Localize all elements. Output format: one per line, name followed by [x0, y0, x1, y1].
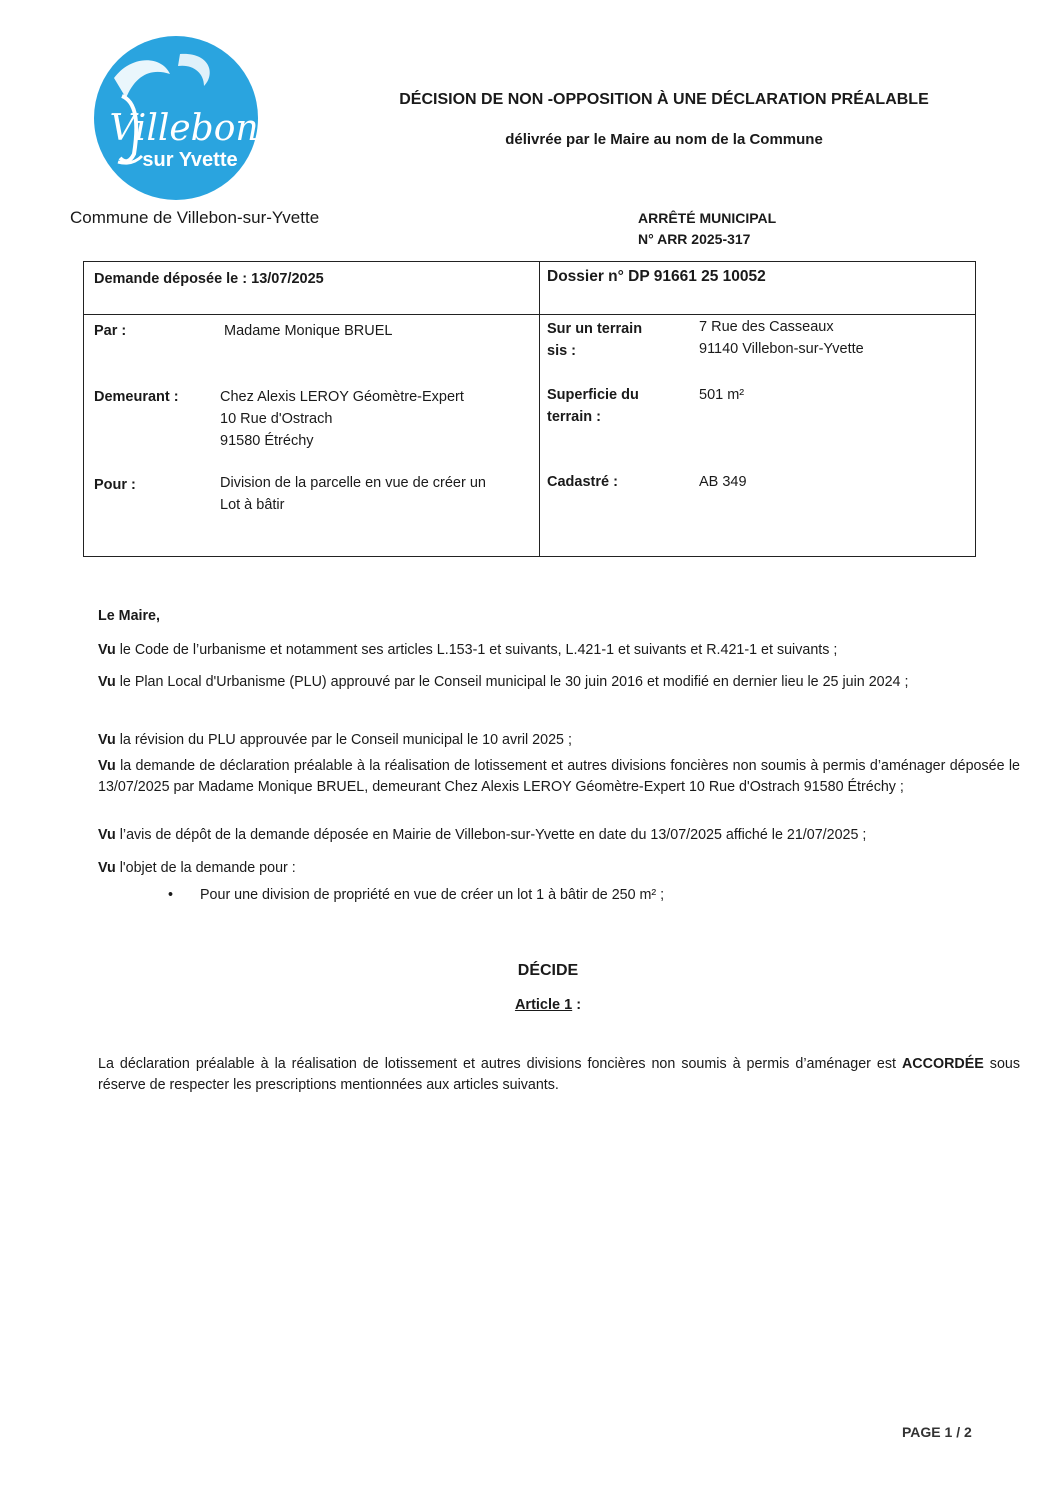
- pour-label: Pour :: [94, 477, 136, 493]
- logo-wordmark: Villebon: [109, 108, 259, 149]
- maire-heading: Le Maire,: [98, 608, 160, 624]
- par-value: Madame Monique BRUEL: [224, 323, 393, 339]
- villebon-logo: [92, 34, 260, 202]
- vu-plu: Vu le Plan Local d'Urbanisme (PLU) approuvé par le Conseil municipal le 30 juin 2016 et modifié en dernier lieu le 25 juin 2024 ;: [98, 674, 909, 690]
- pour-value: Division de la parcelle en vue de créer un Lot à bâtir: [220, 475, 486, 513]
- arrete-label: ARRÊTÉ MUNICIPAL: [638, 210, 777, 226]
- superficie-label: Superficie du terrain :: [547, 387, 639, 425]
- document-title: DÉCISION DE NON -OPPOSITION À UNE DÉCLARATION PRÉALABLE: [399, 91, 929, 108]
- arrete-number: N° ARR 2025-317: [638, 231, 751, 247]
- terrain-address: 7 Rue des Casseaux 91140 Villebon-sur-Yvette: [699, 319, 864, 357]
- document-subtitle: délivrée par le Maire au nom de la Commune: [505, 131, 823, 148]
- page-number: PAGE 1 / 2: [902, 1424, 972, 1440]
- superficie-value: 501 m²: [699, 387, 745, 403]
- vu-code-urbanisme: Vu le Code de l’urbanisme et notamment ses articles L.153-1 et suivants, L.421-1 et suivants et R.421-1 et suivants ;: [98, 642, 838, 658]
- par-label: Par :: [94, 323, 127, 339]
- cadastre-value: AB 349: [699, 474, 747, 490]
- demeurant-label: Demeurant :: [94, 389, 179, 405]
- demeurant-address: Chez Alexis LEROY Géomètre-Expert 10 Rue d'Ostrach 91580 Étréchy: [220, 389, 464, 449]
- objet-bullet: • Pour une division de propriété en vue de créer un lot 1 à bâtir de 250 m² ;: [168, 887, 665, 903]
- demande-date: Demande déposée le : 13/07/2025: [94, 271, 324, 287]
- decision-text: La déclaration préalable à la réalisation de lotissement et autres divisions foncières non soumis à permis d’aménager est ACCORDÉE sous réserve de respecter les prescriptions mentionnées aux articles suivants.: [98, 1056, 1020, 1093]
- vu-revision-plu: Vu la révision du PLU approuvée par le Conseil municipal le 10 avril 2025 ;: [98, 732, 572, 748]
- decide-heading: DÉCIDE: [517, 962, 579, 979]
- logo-subtitle: sur Yvette: [142, 149, 238, 171]
- vu-objet: Vu l'objet de la demande pour :: [98, 860, 296, 876]
- cadastre-label: Cadastré :: [547, 474, 618, 490]
- article-1-heading: Article 1 :: [514, 997, 582, 1013]
- vu-avis-depot: Vu l’avis de dépôt de la demande déposée en Mairie de Villebon-sur-Yvette en date du 13/07/2025 affiché le 21/07/2025 ;: [98, 827, 867, 843]
- request-info-table: [83, 261, 976, 557]
- vu-demande: Vu la demande de déclaration préalable à la réalisation de lotissement et autres divisions foncières non soumis à permis d’aménager déposée le 13/07/2025 par Madame Monique BRUEL, demeurant Chez Alexis LEROY Géomètre-Expert 10 Rue d'Ostrach 91580 Étréchy ;: [98, 758, 1020, 795]
- terrain-label: Sur un terrain sis :: [547, 321, 643, 359]
- commune-name: Commune de Villebon-sur-Yvette: [70, 208, 320, 227]
- dossier-number: Dossier n° DP 91661 25 10052: [547, 268, 766, 285]
- arrete-block: [638, 208, 776, 250]
